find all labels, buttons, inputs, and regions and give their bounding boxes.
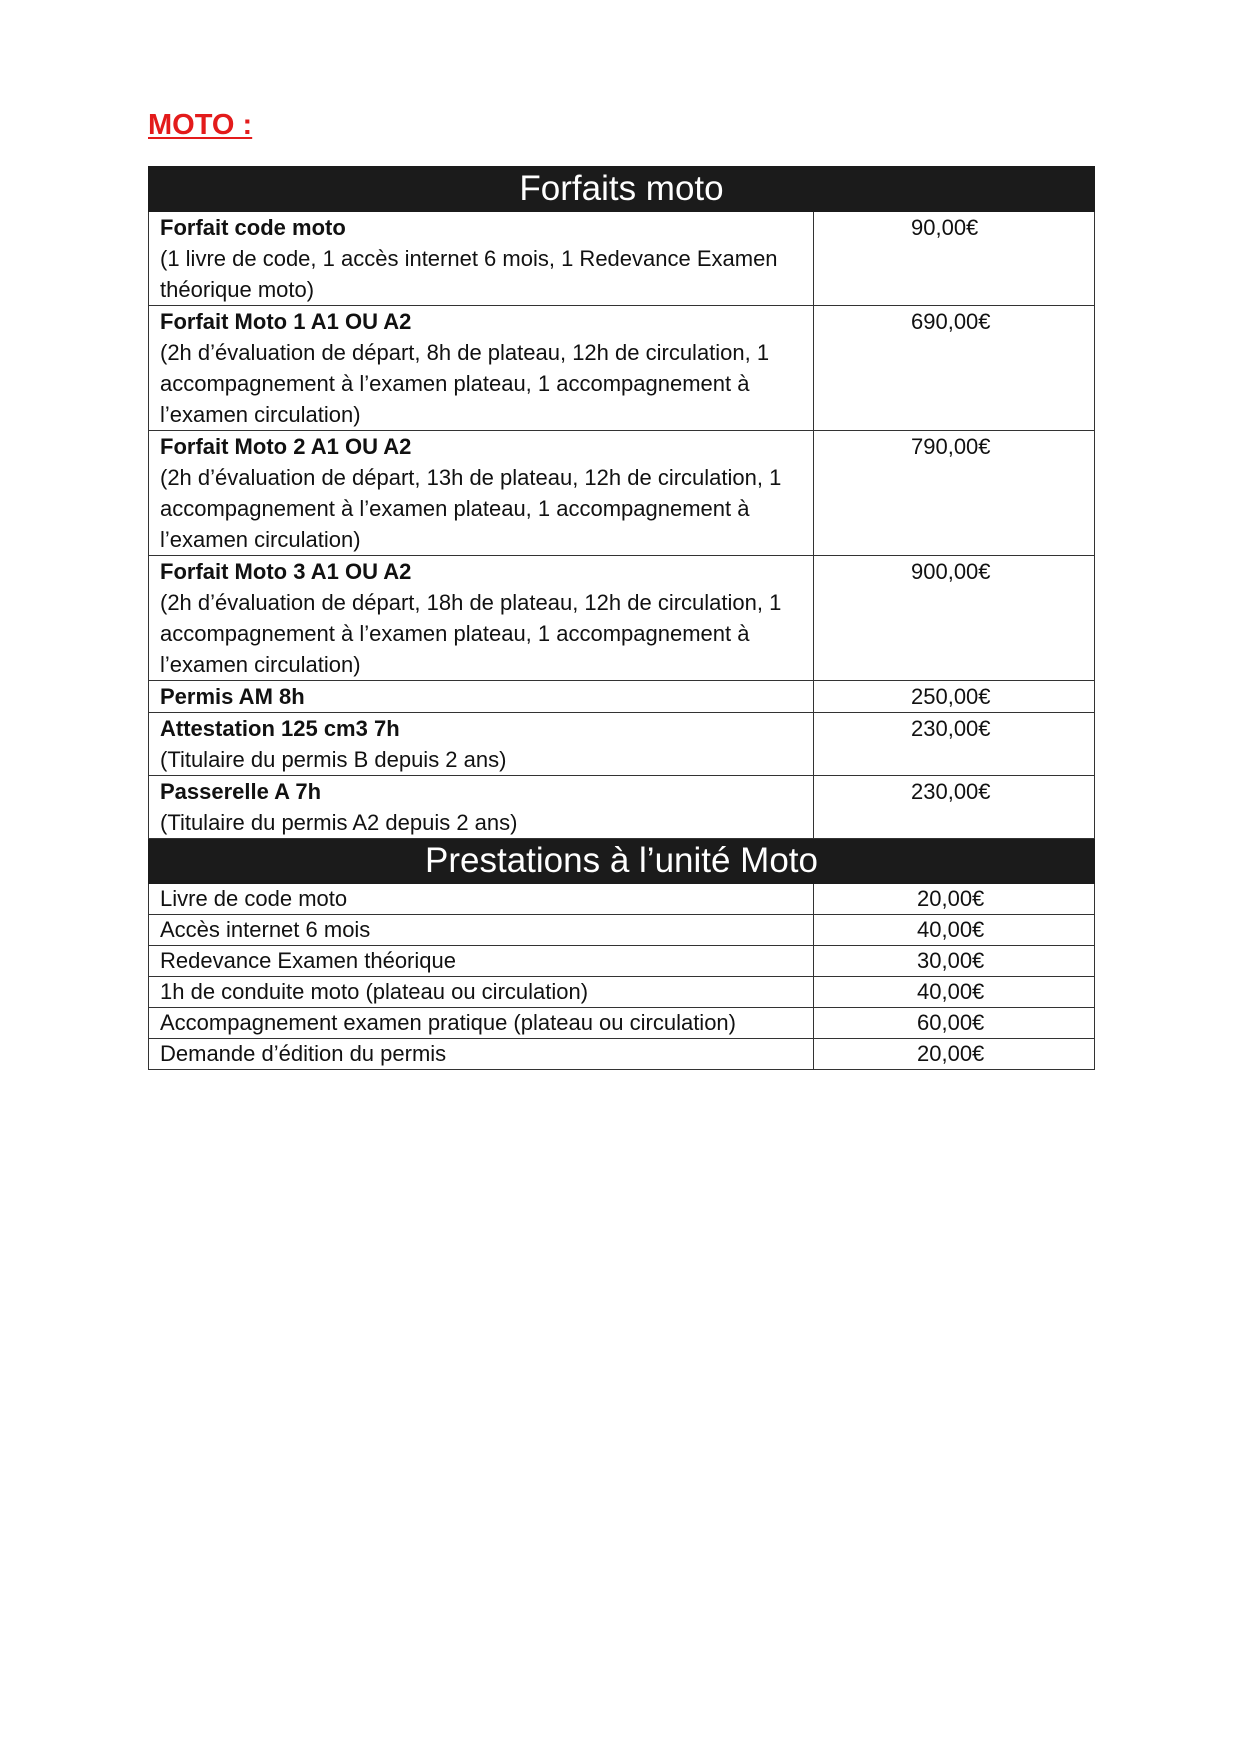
tariff-table — [148, 166, 1095, 1070]
package-title: Forfait Moto 1 A1 OU A2 — [160, 309, 412, 334]
table-row — [149, 1008, 1095, 1039]
package-title: Forfait Moto 2 A1 OU A2 — [160, 434, 412, 459]
service-label: Accompagnement examen pratique (plateau ou circulation) — [149, 1008, 814, 1039]
package-title: Forfait Moto 3 A1 OU A2 — [160, 559, 412, 584]
package-price: 790,00€ — [814, 431, 1095, 556]
package-price: 690,00€ — [814, 306, 1095, 431]
package-description — [149, 306, 814, 431]
table-row — [149, 212, 1095, 306]
service-label: Demande d’édition du permis — [149, 1039, 814, 1070]
service-price: 20,00€ — [814, 1039, 1095, 1070]
package-title: Attestation 125 cm3 7h — [160, 716, 400, 741]
service-label: Livre de code moto — [149, 884, 814, 915]
table-row — [149, 776, 1095, 839]
package-detail: (Titulaire du permis A2 depuis 2 ans) — [160, 810, 518, 835]
package-price: 230,00€ — [814, 776, 1095, 839]
package-detail: (2h d’évaluation de départ, 18h de plateau, 12h de circulation, 1 accompagnement à l’examen plateau, 1 accompagnement à l’examen circulation) — [160, 590, 782, 677]
forfaits-header-row — [149, 167, 1095, 212]
package-description — [149, 212, 814, 306]
service-price: 60,00€ — [814, 1008, 1095, 1039]
service-price: 40,00€ — [814, 977, 1095, 1008]
table-row — [149, 681, 1095, 713]
package-price: 90,00€ — [814, 212, 1095, 306]
table-row — [149, 306, 1095, 431]
package-detail: (2h d’évaluation de départ, 13h de plateau, 12h de circulation, 1 accompagnement à l’examen plateau, 1 accompagnement à l’examen circulation) — [160, 465, 782, 552]
package-detail: (1 livre de code, 1 accès internet 6 mois, 1 Redevance Examen théorique moto) — [160, 246, 778, 302]
package-description — [149, 713, 814, 776]
service-label: Redevance Examen théorique — [149, 946, 814, 977]
table-row — [149, 431, 1095, 556]
table-row — [149, 884, 1095, 915]
service-price: 30,00€ — [814, 946, 1095, 977]
package-price: 230,00€ — [814, 713, 1095, 776]
forfaits-section-title: Forfaits moto — [149, 167, 1095, 212]
table-row — [149, 977, 1095, 1008]
package-title: Permis AM 8h — [160, 684, 305, 709]
page-title: MOTO : — [148, 109, 253, 141]
table-row — [149, 1039, 1095, 1070]
package-description — [149, 431, 814, 556]
prestations-header-row — [149, 839, 1095, 884]
service-price: 20,00€ — [814, 884, 1095, 915]
service-label: 1h de conduite moto (plateau ou circulation) — [149, 977, 814, 1008]
package-price: 900,00€ — [814, 556, 1095, 681]
package-title: Passerelle A 7h — [160, 779, 322, 804]
package-detail: (2h d’évaluation de départ, 8h de plateau, 12h de circulation, 1 accompagnement à l’examen plateau, 1 accompagnement à l’examen circulation) — [160, 340, 770, 427]
table-row — [149, 915, 1095, 946]
package-description — [149, 681, 814, 713]
package-detail: (Titulaire du permis B depuis 2 ans) — [160, 747, 507, 772]
package-description — [149, 776, 814, 839]
prestations-section-title: Prestations à l’unité Moto — [149, 839, 1095, 884]
table-row — [149, 713, 1095, 776]
table-row — [149, 946, 1095, 977]
service-label: Accès internet 6 mois — [149, 915, 814, 946]
package-title: Forfait code moto — [160, 215, 346, 240]
package-description — [149, 556, 814, 681]
package-price: 250,00€ — [814, 681, 1095, 713]
table-row — [149, 556, 1095, 681]
service-price: 40,00€ — [814, 915, 1095, 946]
